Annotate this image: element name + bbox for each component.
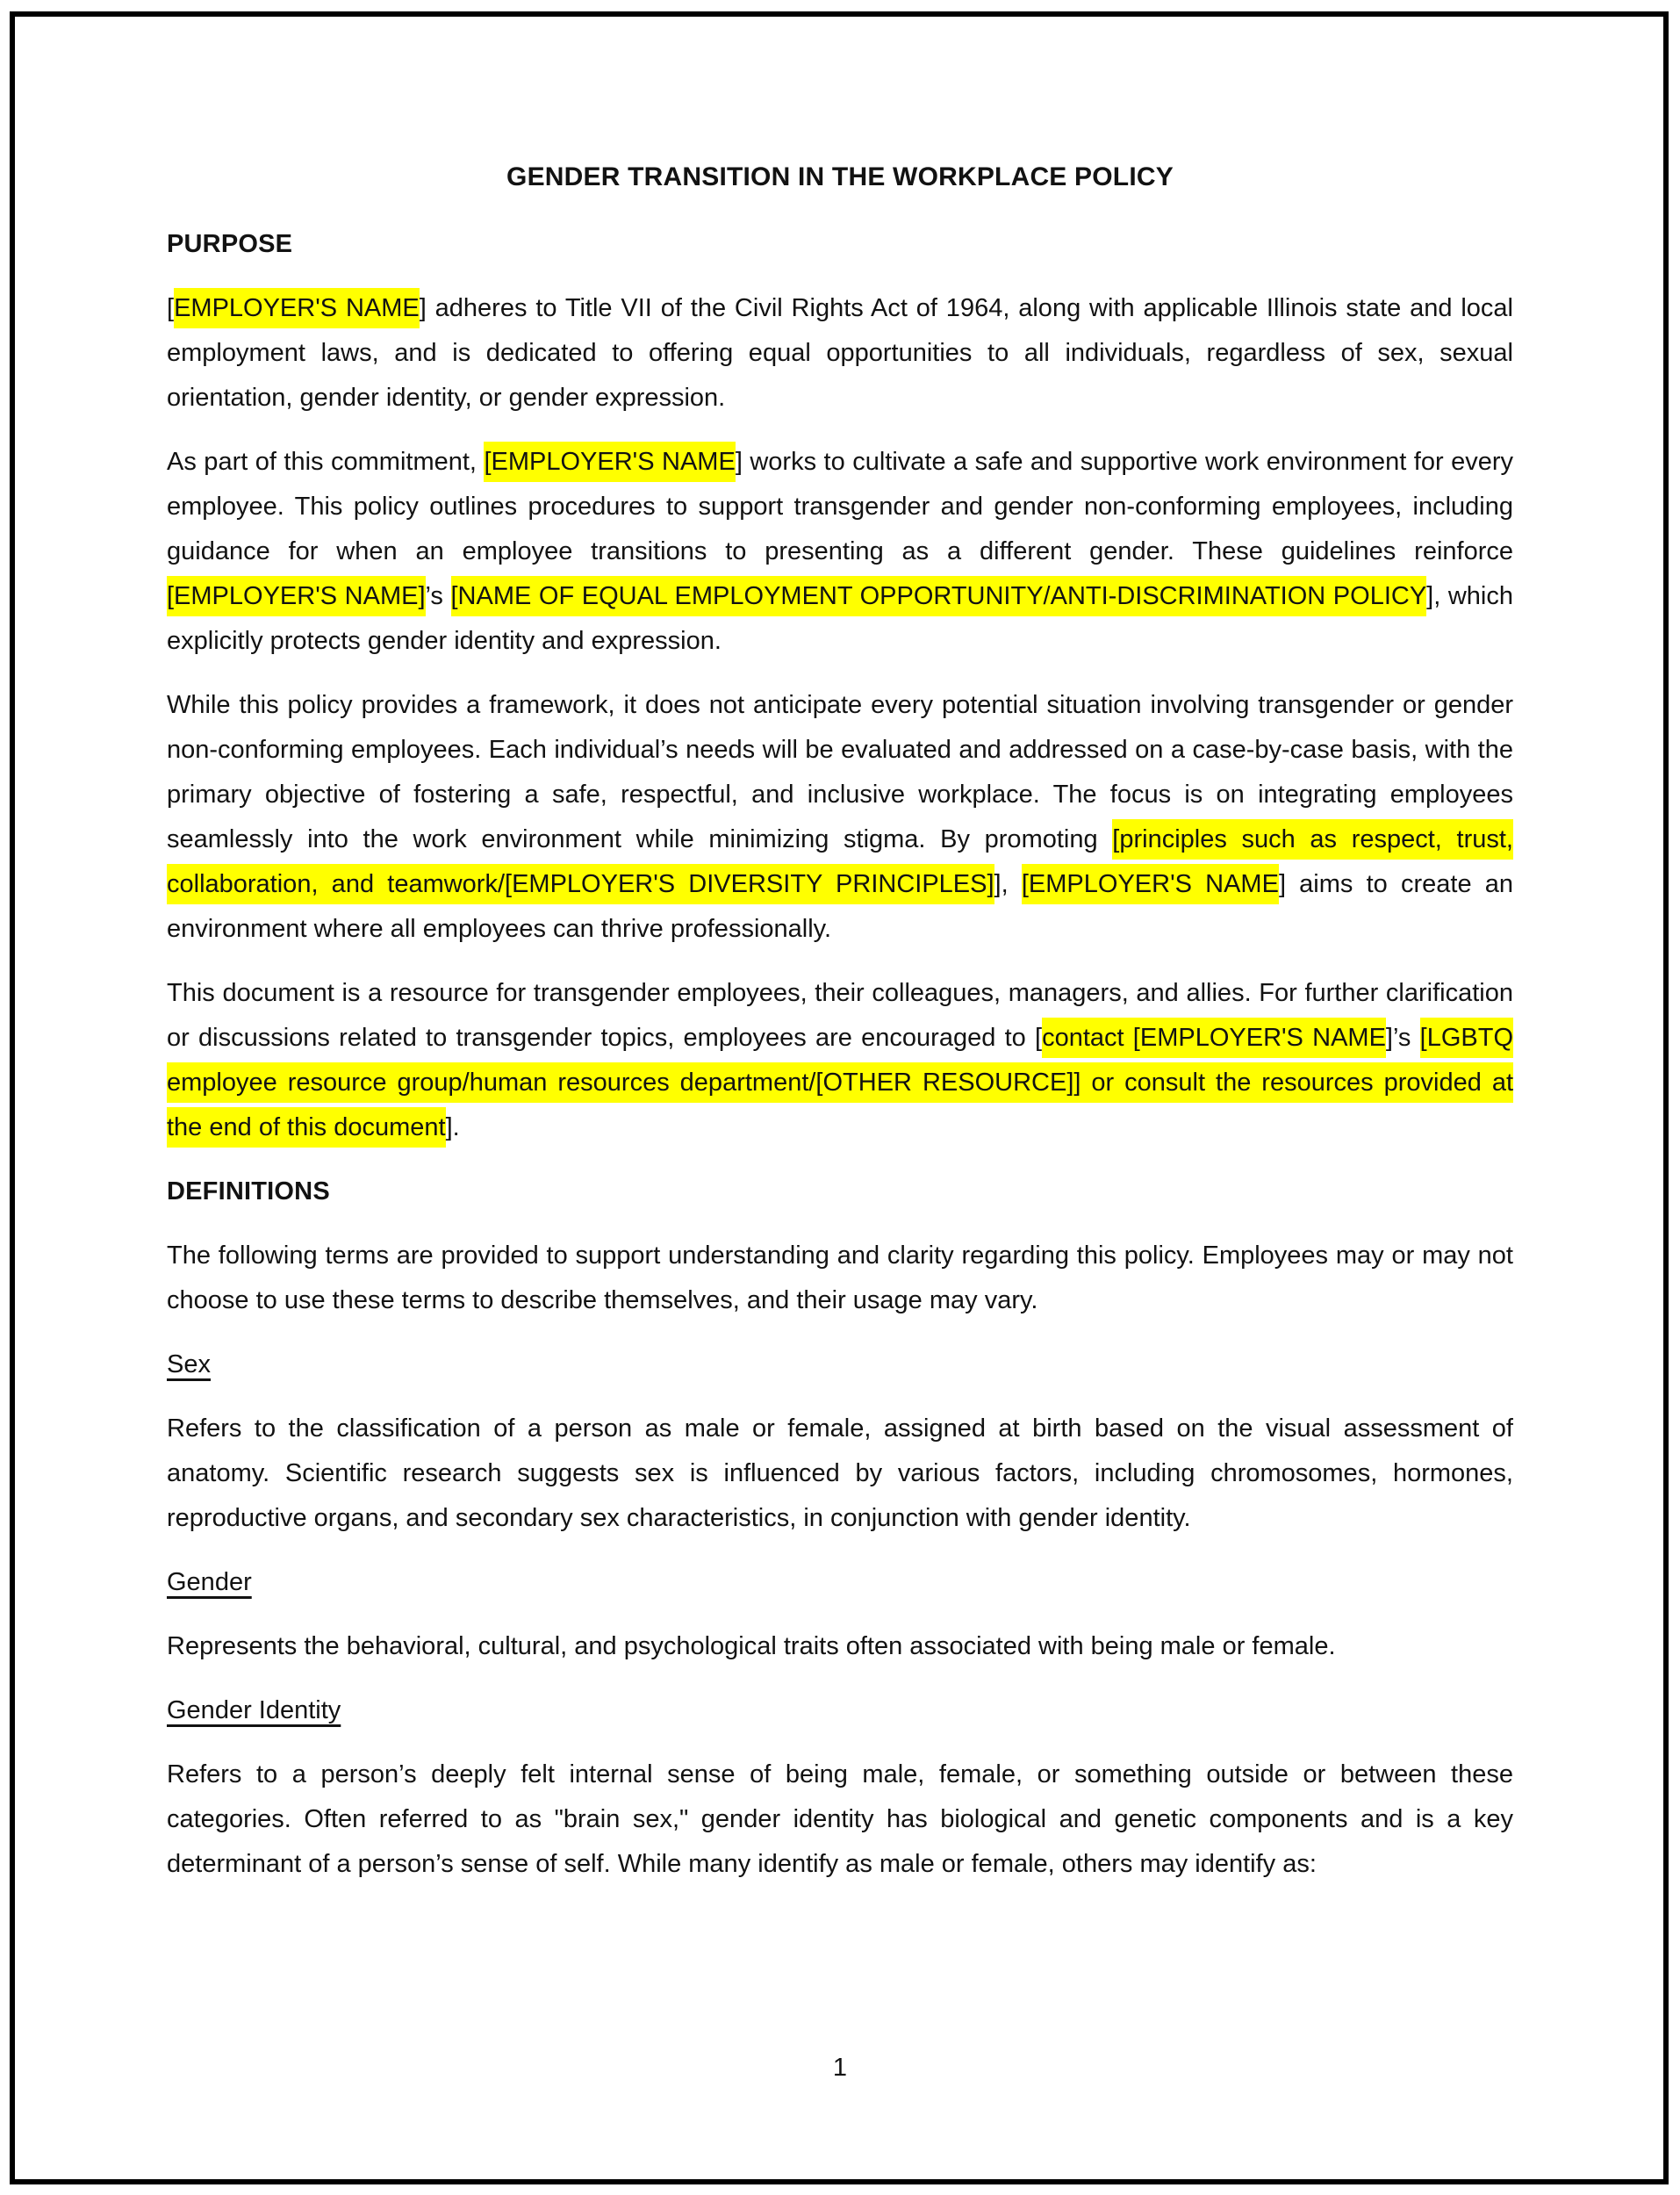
page-number: 1 bbox=[832, 2054, 848, 2082]
term-subheading: Gender bbox=[167, 1568, 252, 1596]
text-run: Refers to the classification of a person as male or female, assigned at birth based on the visual assessment of anatomy. Scientific research suggests sex is influenced by various factors, including chromosomes, hormones, reproductive organs, and secondary sex characteristics, in conjunction with gender identity. bbox=[167, 1414, 1513, 1532]
paragraph bbox=[167, 971, 1513, 1150]
text-run: ’s bbox=[425, 582, 451, 610]
paragraph bbox=[167, 683, 1513, 952]
paragraph bbox=[167, 440, 1513, 664]
highlighted-placeholder: EMPLOYER'S NAME bbox=[174, 288, 420, 328]
text-run: Refers to a person’s deeply felt internal sense of being male, female, or something outside or between these categories. Often referred to as "brain sex," gender identity has biological and genetic components and is a key determinant of a person’s sense of self. While many identify as male or female, others may identify as: bbox=[167, 1760, 1513, 1878]
text-run: As part of this commitment, bbox=[167, 448, 485, 476]
paragraph bbox=[167, 1234, 1513, 1323]
term-subheading: Gender Identity bbox=[167, 1696, 341, 1724]
section-heading: DEFINITIONS bbox=[167, 1177, 330, 1205]
text-run: This document is a resource for transgender employees, their colleagues, managers, and allies. For further clarification or discussions related to transgender topics, employees are encouraged to [ bbox=[167, 979, 1513, 1052]
paragraph bbox=[167, 286, 1513, 421]
text-run: ]’s bbox=[1385, 1024, 1420, 1052]
text-run: ] aims to create an environment where all employees can thrive professionally. bbox=[167, 870, 1514, 943]
paragraph bbox=[167, 1752, 1513, 1887]
text-run: ]. bbox=[445, 1113, 460, 1141]
paragraph bbox=[167, 1624, 1513, 1669]
text-run: [ bbox=[167, 294, 175, 322]
text-run: ], bbox=[994, 870, 1022, 898]
highlighted-placeholder: [principles such as respect, trust, collaboration, and teamwork/[EMPLOYER'S DIVERSITY PRINCIPLES] bbox=[167, 819, 1513, 904]
highlighted-placeholder: [NAME OF EQUAL EMPLOYMENT OPPORTUNITY/ANTI-DISCRIMINATION POLICY bbox=[451, 576, 1427, 616]
text-run: Represents the behavioral, cultural, and psychological traits often associated with being male or female. bbox=[167, 1632, 1336, 1660]
highlighted-placeholder: [EMPLOYER'S NAME bbox=[484, 442, 735, 482]
highlighted-placeholder: [EMPLOYER'S NAME bbox=[1022, 864, 1279, 904]
highlighted-placeholder: [LGBTQ employee resource group/human resources department/[OTHER RESOURCE]] or consult the resources provided at the end of this document bbox=[167, 1018, 1513, 1148]
text-run: While this policy provides a framework, it does not anticipate every potential situation involving transgender or gender non-conforming employees. Each individual’s needs will be evaluated and addressed on a case-by-case basis, with the primary objective of fostering a safe, respectful, and inclusive workplace. The focus is on integrating employees seamlessly into the work environment while minimizing stigma. By promoting bbox=[167, 691, 1513, 853]
document-body bbox=[167, 222, 1513, 1887]
text-run: ], which explicitly protects gender identity and expression. bbox=[167, 582, 1513, 655]
term-subheading: Sex bbox=[167, 1350, 211, 1378]
text-run: The following terms are provided to support understanding and clarity regarding this policy. Employees may or may not choose to use these terms to describe themselves, and their usage may vary. bbox=[167, 1241, 1513, 1314]
document-title: GENDER TRANSITION IN THE WORKPLACE POLICY bbox=[506, 162, 1174, 191]
text-run: ] adheres to Title VII of the Civil Rights Act of 1964, along with applicable Illinois state and local employment laws, and is dedicated to offering equal opportunities to all individuals, regardless of sex, sexual orientation, gender identity, or gender expression. bbox=[167, 294, 1513, 412]
highlighted-placeholder: [EMPLOYER'S NAME] bbox=[167, 576, 426, 616]
text-run: ] works to cultivate a safe and supportive work environment for every employee. This policy outlines procedures to support transgender and gender non-conforming employees, including guidance for when an employee transitions to presenting as a different gender. These guidelines reinforce bbox=[167, 448, 1514, 565]
highlighted-placeholder: contact [EMPLOYER'S NAME bbox=[1042, 1018, 1386, 1058]
document-content bbox=[167, 0, 1513, 1906]
paragraph bbox=[167, 1407, 1513, 1541]
section-heading: PURPOSE bbox=[167, 230, 293, 258]
